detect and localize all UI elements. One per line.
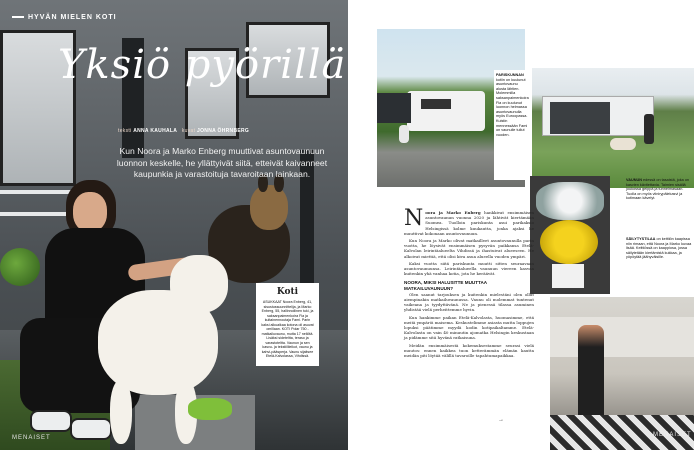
caption-text: kotiin on kuulunut asuntovaunu alusta lähtien. Molemmilla saksanpaimenkoira Fia on kuulunut luonnon helmassa asuntovaunulla myös Euroopassa. Kuistin mennessään Fami on vaunulle tullut vuoden. [496,77,529,137]
caption-interior [626,237,692,292]
right-page [348,0,696,450]
article-paragraph: Kun Noora ja Marko olivat matkailleet asuntovaunulla parin vuotta, he löysivät ensimmäisen pysyvän paikkansa Etelä-Kalvolan leirintäalueelta Vihdissä ja ihastuivat alueeseen. He alkoivat miettiä, että olisi kiva asua alueella vuoden ympäri. [404,238,534,259]
text-credit-label: teksti [118,128,132,134]
caption-text: edessä on tasaistä, joka on kasvien kävitettavia. Taimien sisällä joukossa gelppä ja tunnelmasaan. Tuolla on myös viinirypälekasvi ja kotimaan kävelyt. [626,178,690,201]
awning [377,93,411,123]
article-title: Yksiö pyörillä [58,42,347,88]
caravan [407,91,485,131]
bio-box [256,283,319,366]
yellow-flowers [540,220,598,264]
caravan-site-photo [532,68,694,188]
credits [118,128,343,134]
article-body [404,206,534,360]
bio-text: ASUKKAAT Noora Enberg, 41, sisustussuunnittelija, ja Marko Enberg, 55, hallinnollinen tuki, ja saksanpaimenkoira Fia ja kultainennoutaja Fami. Parin kaksi alkuaikaa kotona oli asuvat omillaan. KOTI Polar 750 -matkailuvaunu, mutta 17 neliötä. Lisäksi sideteltta, teraso ja varastoteltta. Vaunun ja sen kasvu- ja tekstiilileikot, vaunu ja kahvi-pääsperja. Vaunu sijaitsee Etelä-Kalvolassa, Vihdissä. [261,300,314,358]
flower-pots-photo [530,176,610,294]
caption-text: on keittiön kaapissa niin rimaan, että Noora ja Marko kuvaa lisää. Keittiössä on kaappiosa, jossa säilytetään kiertämistä kukkaa, ja yöpöytää jäähyväisille. [626,237,692,260]
caption-label: SÄILYTYSTILAA [626,237,656,241]
potted-plant [0,248,40,286]
section-label: HYVÄN MIELEN KOTI [28,14,117,21]
white-pot [552,264,584,288]
article-subheading: NOORA, MIKSI HALUSITTE MUUTTAA MATKAILUVAUNUUN? [404,280,487,291]
continue-arrow-icon: → [498,417,504,423]
caption-label: PARISKUNNAN [496,73,524,77]
lead-run: oora ja Marko Enberg [425,210,481,215]
caption-label: VAUNUN [626,178,642,182]
text-author: ANNA KAUHALA [133,128,178,134]
lead-paragraph: Kun Noora ja Marko Enberg muuttivat asuntovaunuun luonnon keskelle, he yllättyivät siitä, etteivät kaivanneet kaupunkia ja varastoituja tavaroitaan lainkaan. [116,146,328,180]
section-bar [12,16,24,18]
green-dog-toy [188,398,232,420]
white-flowers [536,182,604,220]
dogs [610,138,636,150]
photo-credit-label: kuvat [181,128,196,134]
paragraph-text: hankkivat ensimmäisen asuntovaunun vuonna 2020 ja lähtivät kiertämään Suomea. Tuolloin pariskunta asui parikaksio Helsingissä kolme kuukautta, jonka ajaksi he muuttivat kokonaan asuntovaunuun. [404,210,534,236]
folio-right: MENAISET 7 [653,432,692,444]
article-paragraph: Meidän ensimmäisestä kokemuksestamme seurasi vielä muutos: ennen kaikkea tuon ketterämmän elämän kautta meidän piti löytää välillä tavaroille tapahtumapaikkaa. [404,342,534,359]
german-shepherd-head [250,185,288,230]
cabinets [550,317,694,357]
article-paragraph: Kun hankimme paikan Etelä-Kalvolasta, huomasimme, että meitä ympäröi maisema. Keskustelimme asiasta mutta loppujen lopuksi päätimme myydä kodin kotipaikaltamme. Etelä-Kalvolasta on vain 40 minuutin ajomatka Helsingin keskustaan ja pidämme sitä hyvänä ratkaisuna. [404,314,534,341]
person-sitting [399,125,409,143]
sneaker [70,418,112,440]
article-paragraph: Kaksi vuotta siitä pariskunta muutti sitten seuraavaan asuntovaunuunsa. Leirintäalueella vaunuun viereen kasvaa kuitenkin yhä vanhaa kotia, jota he keräävät. [404,260,534,277]
caption-flowers [626,178,692,233]
awning [550,102,610,134]
bio-title: Koti [276,287,299,297]
sneaker [30,410,72,432]
folio-left: MENAISET [12,435,51,441]
golden-retriever-leg [110,380,132,444]
caravan-window [421,99,451,109]
article-paragraph [404,206,534,236]
section-tag [12,14,342,26]
woman-face [73,192,107,232]
article-paragraph: Olen saanut tarjouksen ja kuitenkin mielestäni olen ollut aiempinakin matkailuvaunussa. Vaunu oli molemmat tuntenut vaikeana ja tyydyttävänä. Ne ja pienessä tilassa asuminen yhdistää vielä perheittemme hyvin. [404,291,534,313]
person-standing [644,114,654,144]
drop-cap: N [404,206,424,231]
golden-retriever-head [170,255,228,313]
caption-top [494,70,530,180]
kitchen-interior-photo [550,297,694,450]
photo-author: JONNA ÖHRNBERG [197,128,250,134]
